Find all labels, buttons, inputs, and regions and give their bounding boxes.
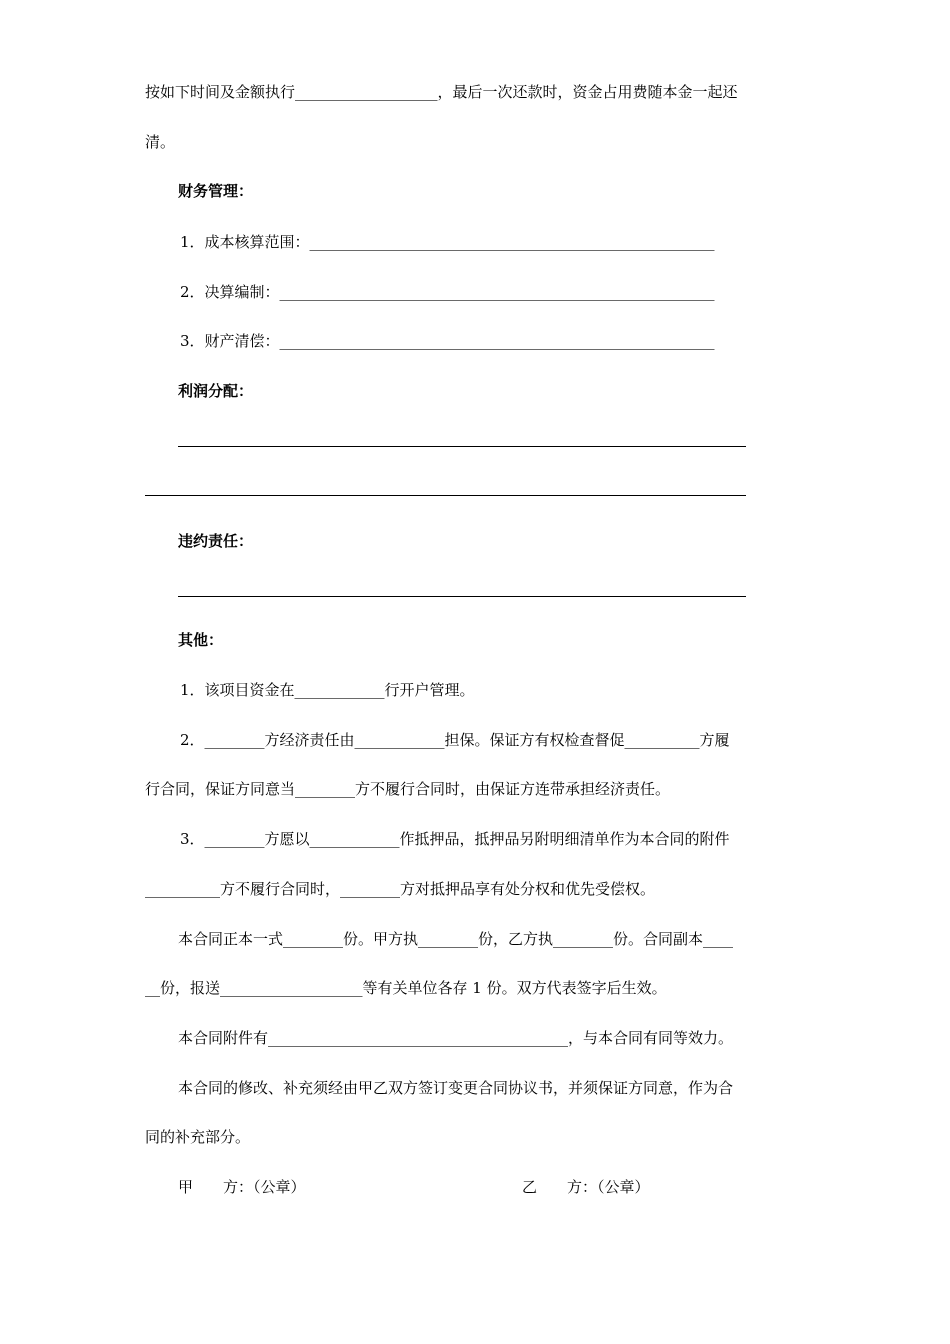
other-item-1: 1．该项目资金在____________行开户管理。 [180,681,475,699]
other-item-2-line2: 行合同，保证方同意当________方不履行合同时，由保证方连带承担经济责任。 [145,780,671,798]
copies-para-line1: 本合同正本一式________份。甲方执________份，乙方执________份。合同副本____ [178,930,734,948]
finance-item-3: 3．财产清偿：__________________________________________________________ [180,332,715,350]
repay-para-line2: 清。 [145,133,176,151]
attachments-para: 本合同附件有________________________________________，与本合同有同等效力。 [178,1029,734,1047]
breach-blank-line [178,596,746,597]
breach-heading: 违约责任： [178,532,254,550]
profit-heading: 利润分配： [178,382,254,400]
amendment-para-line1: 本合同的修改、补充须经由甲乙双方签订变更合同协议书，并须保证方同意，作为合 [178,1079,734,1097]
copies-para-line2: __份，报送___________________等有关单位各存 1 份。双方代表签字后生效。 [145,979,667,997]
other-item-2-line1: 2．________方经济责任由____________担保。保证方有权检查督促__________方履 [180,731,730,749]
other-item-3-line1: 3．________方愿以____________作抵押品，抵押品另附明细清单作为本合同的附件 [180,830,730,848]
other-heading: 其他： [178,631,224,649]
finance-item-1: 1．成本核算范围：______________________________________________________ [180,233,715,251]
profit-blank-line-1 [178,446,746,447]
finance-item-2: 2．决算编制：__________________________________________________________ [180,283,715,301]
party-b-seal: 乙 方：（公章） [522,1178,650,1196]
amendment-para-line2: 同的补充部分。 [145,1128,251,1146]
repay-para-line1: 按如下时间及金额执行___________________，最后一次还款时，资金占用费随本金一起还 [145,83,738,101]
profit-blank-line-2 [145,495,746,496]
other-item-3-line2: __________方不履行合同时，________方对抵押品享有处分权和优先受偿权。 [145,880,656,898]
party-a-seal: 甲 方：（公章） [178,1178,306,1196]
finance-heading: 财务管理： [178,182,254,200]
